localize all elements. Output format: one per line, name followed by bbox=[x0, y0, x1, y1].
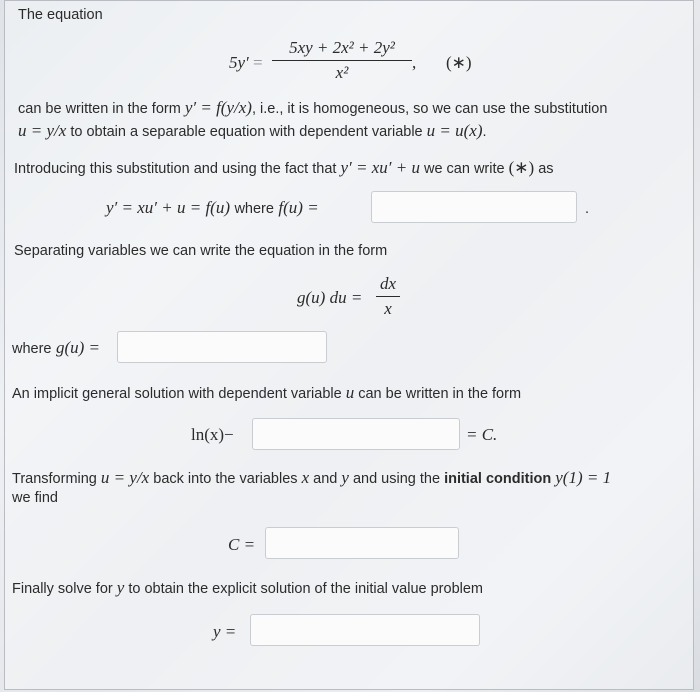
paragraph-6: Finally solve for y to obtain the explicit solution of the initial value problem bbox=[12, 578, 483, 597]
paragraph-4: An implicit general solution with dependent variable u can be written in the form bbox=[12, 383, 522, 402]
gu-label: where g(u) = bbox=[12, 338, 100, 357]
paragraph-5-line-2: we find bbox=[12, 490, 58, 506]
separable-lhs: g(u) du = bbox=[297, 288, 363, 307]
paragraph-1-line-2: u = y/x to obtain a separable equation with dependent variable u = u(x). bbox=[18, 121, 487, 140]
implicit-answer-input[interactable] bbox=[252, 418, 460, 450]
intro-text: The equation bbox=[18, 7, 103, 23]
implicit-lhs: ln(x)− bbox=[191, 425, 234, 444]
gu-answer-input[interactable] bbox=[117, 331, 327, 363]
equation-tag: (∗) bbox=[446, 53, 472, 72]
fu-answer-input[interactable] bbox=[371, 191, 577, 223]
y-label: y = bbox=[213, 622, 237, 641]
paragraph-5-line-1: Transforming u = y/x back into the variables x and y and using the initial condition y(1) = 1 bbox=[12, 468, 612, 487]
fu-period: . bbox=[585, 201, 590, 217]
equation-fraction bbox=[272, 38, 412, 83]
separable-numerator: dx bbox=[379, 274, 397, 293]
equation-numerator: 5xy + 2x² + 2y² bbox=[289, 38, 395, 57]
fu-equation: y′ = xu′ + u = f(u) where f(u) = bbox=[106, 198, 319, 217]
separable-fraction bbox=[376, 274, 400, 319]
c-answer-input[interactable] bbox=[265, 527, 459, 559]
y-answer-input[interactable] bbox=[250, 614, 480, 646]
equation-lhs: 5y′ = bbox=[229, 53, 263, 72]
equation-denominator: x² bbox=[335, 63, 349, 82]
equation-comma: , bbox=[412, 53, 417, 72]
separable-denominator: x bbox=[384, 299, 392, 318]
paragraph-3: Separating variables we can write the equation in the form bbox=[14, 243, 388, 259]
paragraph-1-line-1: can be written in the form y′ = f(y/x), i.e., it is homogeneous, so we can use the substitution bbox=[18, 98, 608, 117]
implicit-rhs: = C. bbox=[466, 425, 498, 444]
c-label: C = bbox=[228, 535, 256, 554]
paragraph-2: Introducing this substitution and using the fact that y′ = xu′ + u we can write (∗) as bbox=[14, 158, 554, 177]
